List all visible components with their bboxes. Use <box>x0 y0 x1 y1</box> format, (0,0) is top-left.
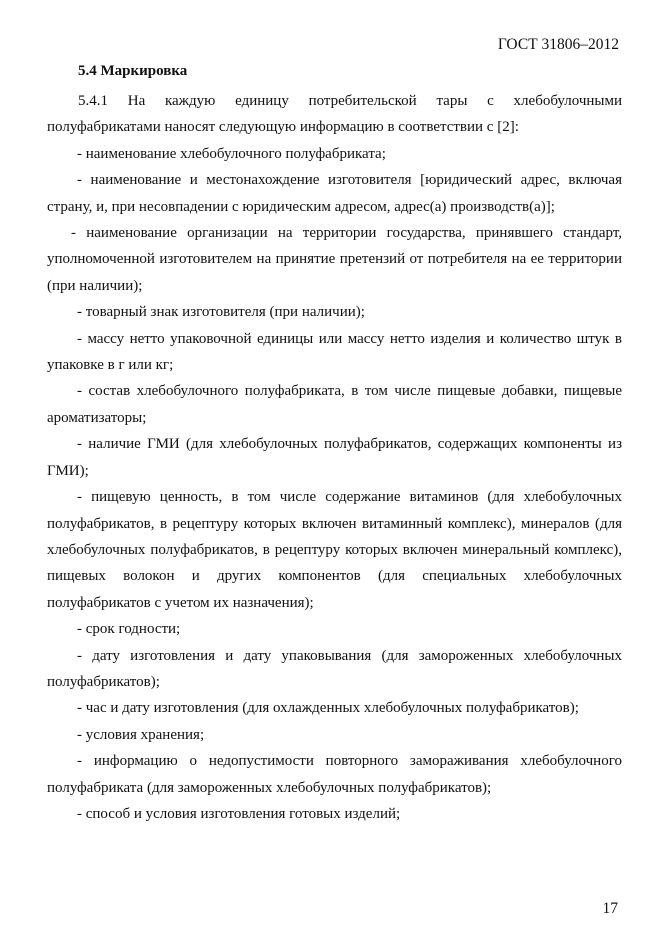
list-item: - наименование и местонахождение изготовителя [юридический адрес, включая страну, и, при несовпадении с юридическим адресом, адрес(а) производств(а)]; <box>47 172 622 215</box>
section-title: 5.4 Маркировка <box>78 63 188 79</box>
list-item: - условия хранения; <box>77 726 205 743</box>
document-body <box>47 88 622 827</box>
list-item: - массу нетто упаковочной единицы или массу нетто изделия и количество штук в упаковке в г или кг; <box>47 330 622 374</box>
page-number: 17 <box>602 900 618 917</box>
list-item: - наименование хлебобулочного полуфабриката; <box>77 145 386 162</box>
paragraph-intro: 5.4.1 На каждую единицу потребительской тары с хлебобулочными полуфабрикатами наносят следующую информацию в соответствии с [2]: <box>47 93 622 136</box>
list-item: - час и дату изготовления (для охлажденных хлебобулочных полуфабрикатов); <box>77 700 579 717</box>
list-item: - срок годности; <box>77 621 181 638</box>
list-item: - пищевую ценность, в том числе содержание витаминов (для хлебобулочных полуфабрикатов, в рецептуру которых включен витаминный комплекс), минералов (для хлебобулочных полуфабрикатов, в рецептуру которых включен минеральный комплекс), пищевых волокон и других компонентов (для специальных хлебобулочных полуфабрикатов с учетом их назначения); <box>47 489 622 611</box>
list-item: - способ и условия изготовления готовых изделий; <box>77 805 401 822</box>
list-item: - товарный знак изготовителя (при наличии); <box>77 304 365 321</box>
list-item: - наличие ГМИ (для хлебобулочных полуфабрикатов, содержащих компоненты из ГМИ); <box>47 436 622 479</box>
list-item: - дату изготовления и дату упаковывания (для замороженных хлебобулочных полуфабрикатов); <box>47 647 622 690</box>
list-item: - состав хлебобулочного полуфабриката, в том числе пищевые добавки, пищевые ароматизаторы; <box>47 383 622 426</box>
list-item: - информацию о недопустимости повторного замораживания хлебобулочного полуфабриката (для замороженных хлебобулочных полуфабрикатов); <box>47 753 622 796</box>
document-header-standard: ГОСТ 31806–2012 <box>497 36 619 53</box>
list-item: - наименование организации на территории государства, принявшего стандарт, уполномоченной изготовителем на принятие претензий от потребителя на ее территории (при наличии); <box>47 225 622 294</box>
